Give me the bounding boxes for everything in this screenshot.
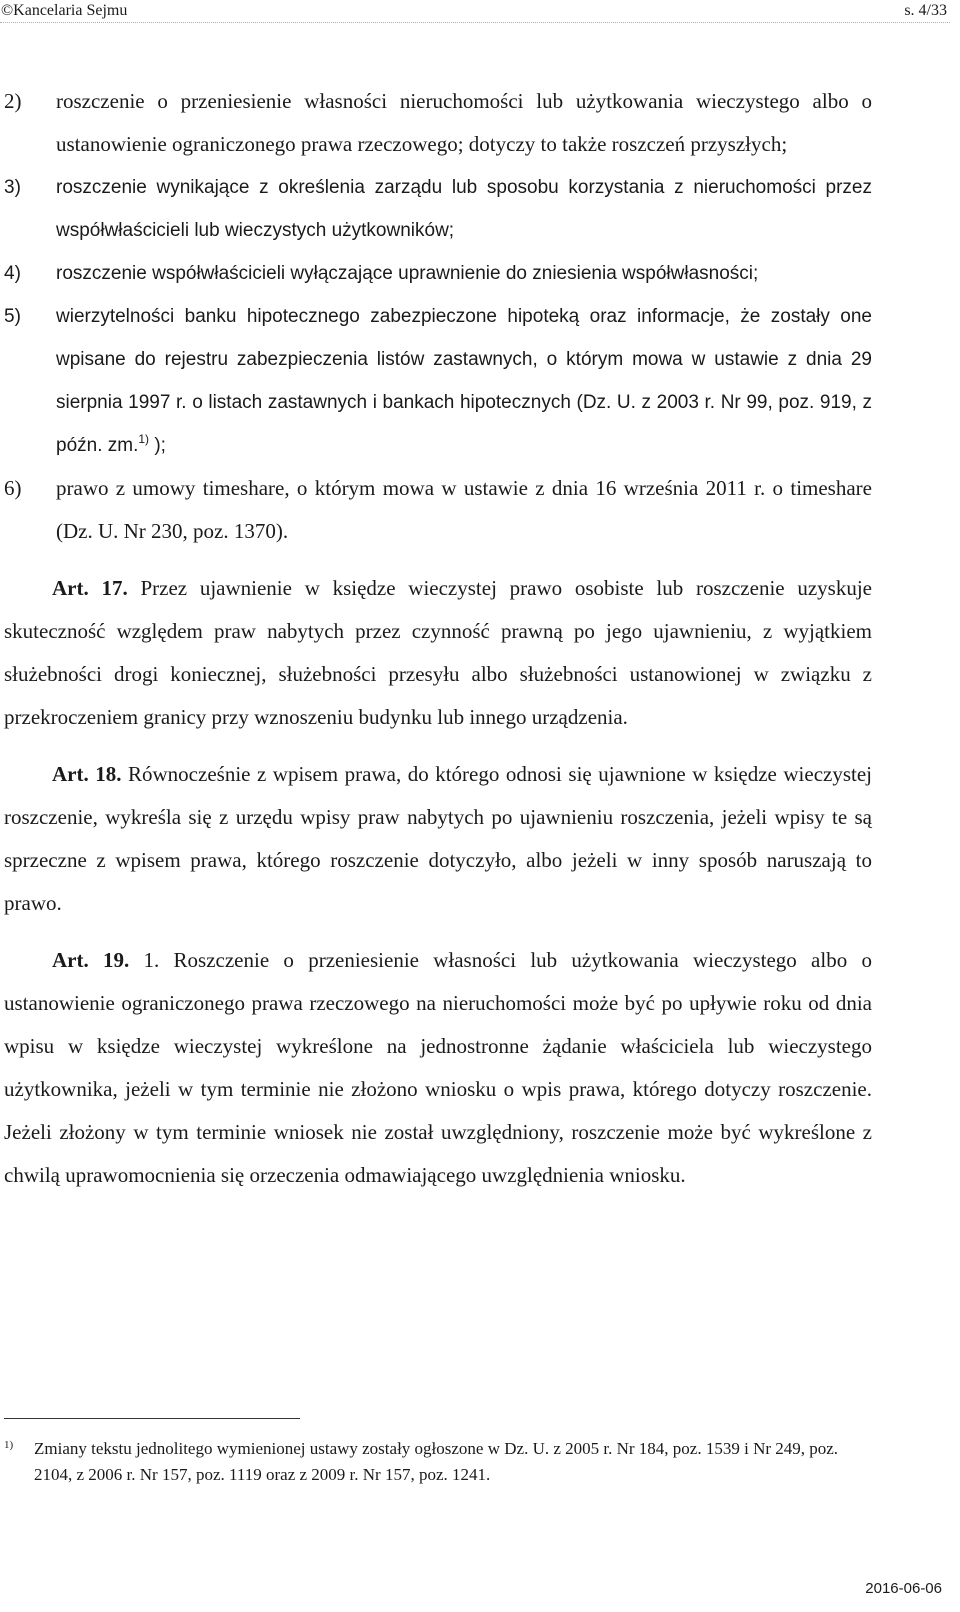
article-label: Art. 17.	[52, 576, 128, 600]
list-item-3	[4, 166, 872, 252]
article-text: Równocześnie z wpisem prawa, do którego odnosi się ujawnione w księdze wieczystej roszczenie, wykreśla się z urzędu wpisy praw nabytych po ujawnieniu roszczenia, jeżeli wpisy te są sprzeczne z wpisem prawa, którego roszczenie dotyczyło, albo jeżeli w inny sposób naruszają to prawo.	[4, 762, 872, 915]
footnote-mark: 1)	[4, 1439, 14, 1451]
article-label: Art. 19.	[52, 948, 130, 972]
list-item-number: 2)	[4, 89, 22, 113]
list-item-5	[4, 295, 872, 467]
list-item-number: 3)	[4, 177, 21, 198]
list-item-text: prawo z umowy timeshare, o którym mowa w ustawie z dnia 16 września 2011 r. o timeshare (Dz. U. Nr 230, poz. 1370).	[56, 476, 872, 543]
copyright-label: ©Kancelaria Sejmu	[1, 2, 128, 19]
article-18	[4, 753, 872, 925]
article-text: Przez ujawnienie w księdze wieczystej prawo osobiste lub roszczenie uzyskuje skuteczność względem praw nabytych przez czynność prawną po jego ujawnieniu, z wyjątkiem służebności drogi koniecznej, służebności przesyłu albo służebności ustanowionej w związku z przekroczeniem granicy przy wznoszeniu budynku lub innego urządzenia.	[4, 576, 872, 729]
list-item-number: 6)	[4, 476, 22, 500]
article-17	[4, 567, 872, 739]
list-item-number: 4)	[4, 263, 21, 284]
list-item-text: roszczenie wynikające z określenia zarządu lub sposobu korzystania z nieruchomości przez współwłaścicieli lub wieczystych użytkowników;	[56, 177, 872, 241]
footnote-text: Zmiany tekstu jednolitego wymienionej ustawy zostały ogłoszone w Dz. U. z 2005 r. Nr 184, poz. 1539 i Nr 249, poz. 2104, z 2006 r. Nr 157, poz. 1119 oraz z 2009 r. Nr 157, poz. 1241.	[34, 1439, 839, 1484]
page-header	[0, 0, 960, 22]
list-item-4	[4, 252, 872, 295]
list-item-text: roszczenie o przeniesienie własności nieruchomości lub użytkowania wieczystego albo o ustanowienie ograniczonego prawa rzeczowego; dotyczy to także roszczeń przyszłych;	[56, 89, 872, 156]
footnote-reference[interactable]: 1)	[138, 432, 150, 446]
list-item-2	[4, 80, 872, 166]
list-item-6	[4, 467, 872, 553]
footnote-divider	[4, 1418, 300, 1419]
footer-date: 2016-06-06	[865, 1580, 942, 1597]
list-item-text: wierzytelności banku hipotecznego zabezpieczone hipoteką oraz informacje, że zostały one wpisane do rejestru zabezpieczenia listów zastawnych, o którym mowa w ustawie z dnia 29 sierpnia 1997 r. o listach zastawnych i bankach hipotecznych (Dz. U. z 2003 r. Nr 99, poz. 919, z późn. zm.	[56, 306, 872, 456]
list-item-text-end: );	[149, 435, 166, 456]
list-item-text: roszczenie współwłaścicieli wyłączające uprawnienie do zniesienia współwłasności;	[56, 263, 759, 284]
footnote	[4, 1436, 872, 1488]
header-divider	[0, 22, 950, 23]
document-body	[4, 80, 872, 1197]
article-19	[4, 939, 872, 1197]
list-item-number: 5)	[4, 306, 21, 327]
article-text: 1. Roszczenie o przeniesienie własności lub użytkowania wieczystego albo o ustanowienie ograniczonego prawa rzeczowego na nieruchomości może być po upływie roku od dnia wpisu w księdze wieczystej wykreślone na jednostronne żądanie właściciela lub wieczystego użytkownika, jeżeli w tym terminie nie złożono wniosku o wpis prawa, którego dotyczy roszczenie. Jeżeli złożony w tym terminie wniosek nie został uwzględniony, roszczenie może być wykreślone z chwilą uprawomocnienia się orzeczenia odmawiającego uwzględnienia wniosku.	[4, 948, 872, 1187]
article-label: Art. 18.	[52, 762, 122, 786]
page-number: s. 4/33	[904, 2, 947, 19]
